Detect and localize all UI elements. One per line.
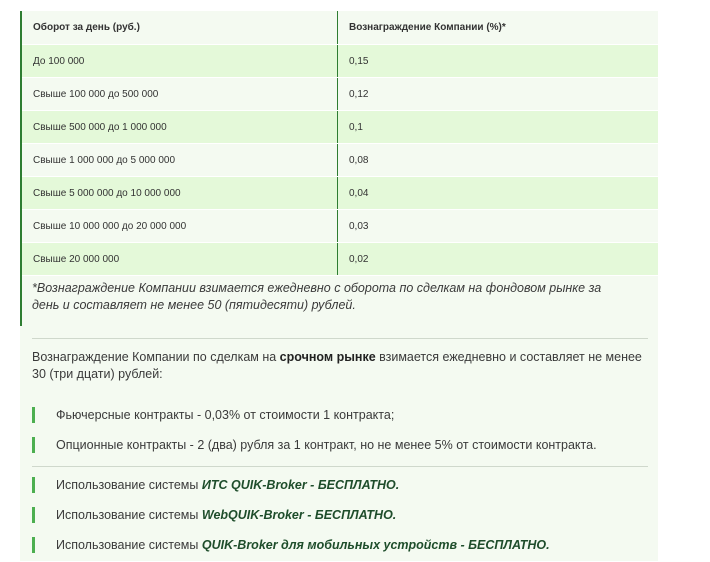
- fee-cell: 0,1: [338, 111, 659, 144]
- table-row: [21, 243, 658, 276]
- list-item-text: Фьючерсные контракты - 0,03% от стоимости 1 контракта;: [56, 408, 395, 422]
- list-item-options: [32, 436, 597, 454]
- turnover-cell: Свыше 20 000 000: [21, 243, 338, 276]
- derivatives-text-after: взимается ежедневно и составляет не менее 30 (три дцати) рублей:: [32, 350, 642, 381]
- list-item-webquik: [32, 506, 396, 524]
- table-row: [21, 210, 658, 243]
- bullet-bar: [32, 537, 35, 553]
- table-row: [21, 177, 658, 210]
- derivatives-highlight: срочном рынке: [279, 350, 376, 364]
- bullet-bar: [32, 437, 35, 453]
- fee-cell: 0,08: [338, 144, 659, 177]
- fee-cell: 0,02: [338, 243, 659, 276]
- fee-cell: 0,04: [338, 177, 659, 210]
- divider: [32, 466, 648, 467]
- table-row: [21, 144, 658, 177]
- list-item-futures: [32, 406, 394, 424]
- turnover-cell: Свыше 500 000 до 1 000 000: [21, 111, 338, 144]
- turnover-cell: Свыше 10 000 000 до 20 000 000: [21, 210, 338, 243]
- fee-table: [20, 11, 658, 276]
- note-accent-line: [20, 272, 22, 326]
- fee-cell: 0,15: [338, 45, 659, 78]
- bullet-bar: [32, 507, 35, 523]
- turnover-cell: Свыше 100 000 до 500 000: [21, 78, 338, 111]
- fee-cell: 0,03: [338, 210, 659, 243]
- derivatives-paragraph: [32, 349, 647, 383]
- list-item-quik-mobile: [32, 536, 550, 554]
- turnover-cell: До 100 000: [21, 45, 338, 78]
- system-prefix: Использование системы: [56, 508, 202, 522]
- table-row: [21, 78, 658, 111]
- divider: [32, 338, 648, 339]
- system-name: QUIK-Broker для мобильных устройств - БЕСПЛАТНО.: [201, 538, 550, 552]
- fee-footnote: *Вознаграждение Компании взимается ежедневно с оборота по сделкам на фондовом рынке за день и составляет не менее 50 (пятидесяти) рублей.: [32, 281, 602, 312]
- table-row: [21, 111, 658, 144]
- column-header-fee: Вознаграждение Компании (%)*: [338, 11, 659, 45]
- table-row: [21, 45, 658, 78]
- column-header-turnover: Оборот за день (руб.): [21, 11, 338, 45]
- bullet-bar: [32, 407, 35, 423]
- list-item-its-quik: [32, 476, 399, 494]
- bullet-bar: [32, 477, 35, 493]
- list-item-text: Опционные контракты - 2 (два) рубля за 1 контракт, но не менее 5% от стоимости контракта.: [56, 438, 597, 452]
- system-prefix: Использование системы: [56, 478, 202, 492]
- system-name: ИТС QUIK-Broker - БЕСПЛАТНО.: [201, 478, 400, 492]
- fee-cell: 0,12: [338, 78, 659, 111]
- turnover-cell: Свыше 1 000 000 до 5 000 000: [21, 144, 338, 177]
- system-name: WebQUIK-Broker - БЕСПЛАТНО.: [201, 508, 397, 522]
- derivatives-text-before: Вознаграждение Компании по сделкам на: [32, 350, 280, 364]
- turnover-cell: Свыше 5 000 000 до 10 000 000: [21, 177, 338, 210]
- table-header-row: [21, 11, 658, 45]
- system-prefix: Использование системы: [56, 538, 202, 552]
